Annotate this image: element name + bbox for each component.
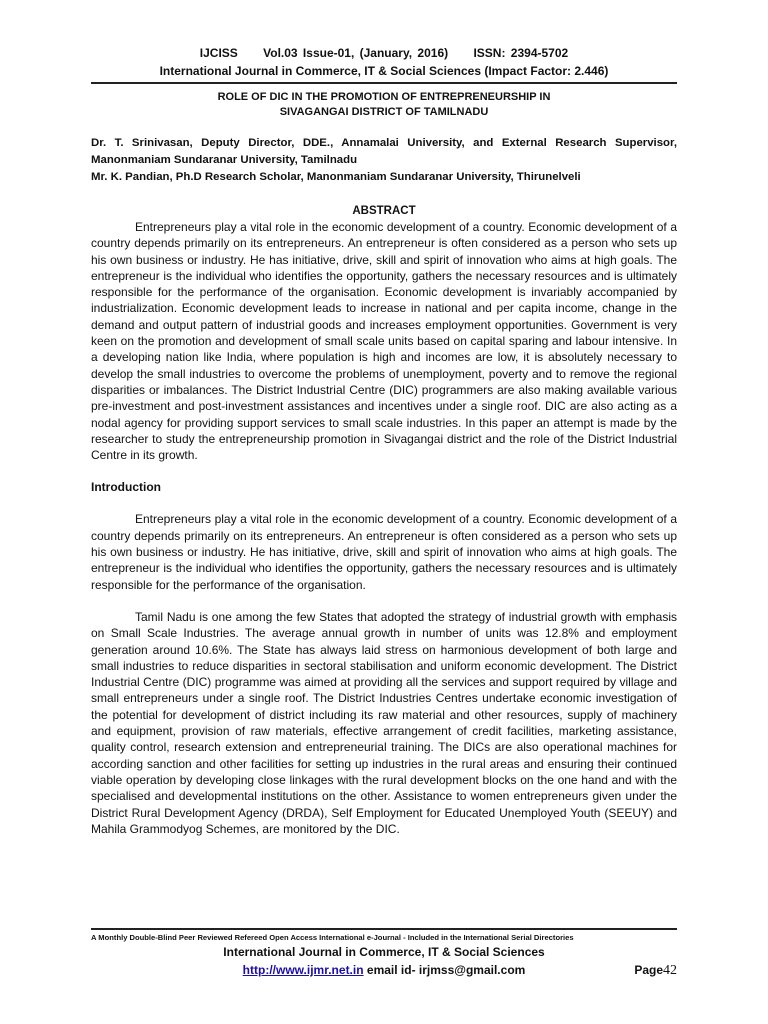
journal-email: email id- irjmss@gmail.com <box>363 963 526 977</box>
paper-title <box>91 90 677 120</box>
journal-issn: ISSN: 2394-5702 <box>473 46 569 60</box>
abstract-text: Entrepreneurs play a vital role in the economic development of a country. Economic development of a country depends primarily on its entrepreneurs. An entrepreneur is often considered as a person who sets up his own business or industry. He has initiative, drive, skill and spirit of innovation who aims at high goals. The entrepreneur is the individual who identifies the opportunity, gathers the necessary resources and is ultimately responsible for the performance of the organisation. Economic development is invariably accompanied by industrialization. Economic development leads to increase in national and per capita income, change in the demand and output pattern of industrial goods and increases employment opportunities. Government is very keen on the promotion and development of small scale units based on capital sparing and labour intensive. In a developing nation like India, where population is high and incomes are low, it is absolutely necessary to develop the small industries to overcome the problems of unemployment, poverty and to remove the regional disparities or imbalances. The District Industrial Centre (DIC) programmers are also making available various pre-investment and post-investment assistances and incentives under a single roof. DIC are also acting as a nodal agency for providing support services to small scale industries. In this paper an attempt is made by the researcher to study the entrepreneurship promotion in Sivagangai district and the role of the District Industrial Centre in its growth. <box>91 220 677 463</box>
footer-tagline: A Monthly Double-Blind Peer Reviewed Refereed Open Access International e-Journal - Included in the International Serial Directories <box>91 933 574 942</box>
header-divider <box>91 82 677 84</box>
journal-abbr: IJCISS <box>199 46 238 60</box>
paper-title-line2: SIVAGANGAI DISTRICT OF TAMILNADU <box>279 106 489 118</box>
page-footer <box>91 928 677 979</box>
page-number-value: 42 <box>663 963 677 978</box>
author-list <box>91 135 677 186</box>
journal-full-title: International Journal in Commerce, IT & Social Sciences (Impact Factor: 2.446) <box>159 64 609 78</box>
introduction-paragraph-1: Entrepreneurs play a vital role in the economic development of a country. Economic development of a country depends primarily on its entrepreneurs. An entrepreneur is often considered as a person who sets up his own business or industry. He has initiative, drive, skill and spirit of innovation who aims at high goals. The entrepreneur is the individual who identifies the opportunity, gathers the necessary resources and is ultimately responsible for the performance of the organisation. <box>91 512 677 592</box>
footer-journal-name: International Journal in Commerce, IT & Social Sciences <box>223 945 545 959</box>
abstract-heading: ABSTRACT <box>352 205 416 217</box>
journal-website-link[interactable]: http://www.ijmr.net.in <box>242 963 364 977</box>
page-number <box>634 961 677 980</box>
footer-contact-row <box>91 961 677 979</box>
page-body <box>91 44 677 837</box>
footer-divider <box>91 928 677 930</box>
page-label: Page <box>634 963 663 977</box>
journal-volume: Vol.03 Issue-01, (January, 2016) <box>263 46 449 60</box>
introduction-heading: Introduction <box>91 480 161 495</box>
author-2: Mr. K. Pandian, Ph.D Research Scholar, Manonmaniam Sundaranar University, Thirunelveli <box>91 171 581 183</box>
paper-title-line1: ROLE OF DIC IN THE PROMOTION OF ENTREPRENEURSHIP IN <box>217 91 551 103</box>
journal-header <box>91 44 677 62</box>
author-1: Dr. T. Srinivasan, Deputy Director, DDE., Annamalai University, and External Research Supervisor, Manonmaniam Sundaranar University, Tamilnadu <box>91 137 677 166</box>
introduction-paragraph-2: Tamil Nadu is one among the few States that adopted the strategy of industrial growth with emphasis on Small Scale Industries. The average annual growth in number of units was 12.8% and employment generation around 10.6%. The State has always laid stress on harmonious development of both large and small industries to reduce disparities in sectoral stabilisation and uniform economic development. The District Industrial Centre (DIC) programme was aimed at providing all the services and support required by village and small entrepreneurs under a single roof. The District Industries Centres undertake economic investigation of the potential for development of district including its raw material and other resources, supply of machinery and equipment, provision of raw materials, effective arrangement of credit facilities, marketing assistance, quality control, research extension and entrepreneurial training. The DICs are also operational machines for according sanction and other facilities for setting up industries in the rural areas and ensuring their continued viable operation by developing close linkages with the rural development blocks on the one hand and with the specialised and developmental institutions on the other. Assistance to women entrepreneurs given under the District Rural Development Agency (DRDA), Self Employment for Educated Unemployed Youth (SEEUY) and Mahila Grammodyog Schemes, are monitored by the DIC. <box>91 609 677 836</box>
